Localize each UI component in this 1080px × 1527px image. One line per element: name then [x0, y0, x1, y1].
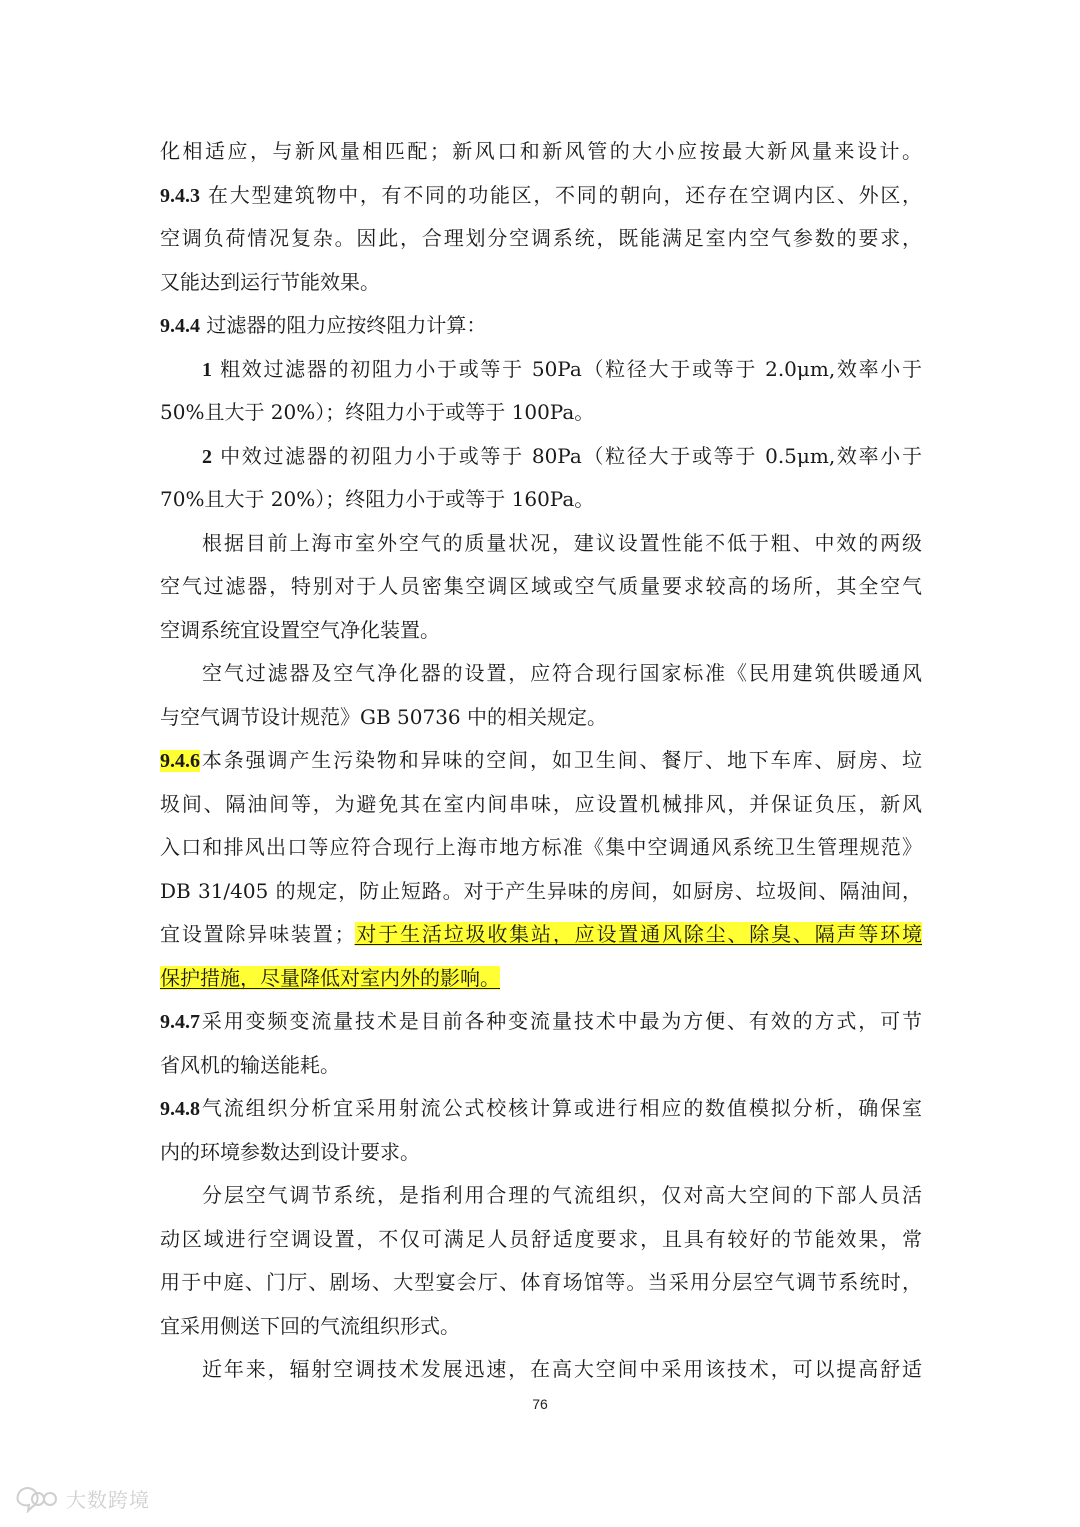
text-line: DB 31/405 的规定，防止短路。对于产生异味的房间，如厨房、垃圾间、隔油间，	[160, 878, 922, 903]
text-line: 化相适应，与新风量相匹配；新风口和新风管的大小应按最大新风量来设计。	[160, 139, 922, 163]
list-item-2: 2 中效过滤器的初阻力小于或等于 80Pa（粒径大于或等于 0.5μm,效率小于	[202, 443, 922, 468]
clause-9-4-4: 9.4.4 过滤器的阻力应按终阻力计算：	[160, 313, 487, 337]
paragraph-start: 近年来，辐射空调技术发展迅速，在高大空间中采用该技术，可以提高舒适	[202, 1357, 922, 1381]
clause-9-4-7: 9.4.7采用变频变流量技术是目前各种变流量技术中最为方便、有效的方式，可节	[160, 1009, 922, 1033]
clause-number: 9.4.7	[160, 1011, 200, 1033]
page-number: 76	[532, 1396, 548, 1412]
clause-number: 9.4.3	[160, 184, 200, 207]
text-line: 动区域进行空调设置，不仅可满足人员舒适度要求，且具有较好的节能效果，常	[160, 1226, 922, 1251]
paragraph-start: 分层空气调节系统，是指利用合理的气流组织，仅对高大空间的下部人员活	[202, 1183, 922, 1207]
text-line: 与空气调节设计规范》GB 50736 中的相关规定。	[160, 704, 608, 729]
text-line: 宜采用侧送下回的气流组织形式。	[160, 1313, 460, 1338]
item-number: 2	[202, 445, 212, 468]
paragraph-start: 空气过滤器及空气净化器的设置，应符合现行国家标准《民用建筑供暖通风	[202, 661, 922, 685]
text-line: 70%且大于 20%）；终阻力小于或等于 160Pa。	[160, 487, 595, 511]
text-line: 用于中庭、门厅、剧场、大型宴会厅、体育场馆等。当采用分层空气调节系统时，	[160, 1270, 922, 1294]
clause-9-4-3: 9.4.3 在大型建筑物中，有不同的功能区，不同的朝向，还存在空调内区、外区，	[160, 182, 922, 207]
list-item-1: 1 粗效过滤器的初阻力小于或等于 50Pa（粒径大于或等于 2.0μm,效率小于	[202, 356, 922, 381]
clause-9-4-6: 9.4.6本条强调产生污染物和异味的空间，如卫生间、餐厅、地下车库、厨房、垃	[160, 748, 922, 772]
text-line: 圾间、隔油间等，为避免其在室内间串味，应设置机械排风，并保证负压，新风	[160, 791, 922, 816]
clause-number: 9.4.8	[160, 1098, 200, 1120]
text-line	[160, 957, 922, 1001]
clause-number: 9.4.4	[160, 315, 200, 337]
paragraph-start: 根据目前上海市室外空气的质量状况，建议设置性能不低于粗、中效的两级	[202, 530, 922, 555]
text-line: 又能达到运行节能效果。	[160, 269, 380, 294]
text-line: 内的环境参数达到设计要求。	[160, 1139, 420, 1164]
text-line: 空气过滤器，特别对于人员密集空调区域或空气质量要求较高的场所，其全空气	[160, 574, 922, 598]
text-line: 入口和排风出口等应符合现行上海市地方标准《集中空调通风系统卫生管理规范》	[160, 835, 922, 859]
item-number: 1	[202, 358, 212, 381]
text-line: 空调系统宜设置空气净化装置。	[160, 617, 440, 642]
highlighted-clause-number: 9.4.6	[160, 750, 200, 772]
text-line: 空调负荷情况复杂。因此，合理划分空调系统，既能满足室内空气参数的要求，	[160, 226, 922, 250]
watermark-logo-icon	[12, 1485, 60, 1513]
highlighted-text: 对于生活垃圾收集站，应设置通风除尘、除臭、隔声等环境	[354, 922, 922, 946]
text-line: 50%且大于 20%）；终阻力小于或等于 100Pa。	[160, 400, 595, 424]
text-line: 省风机的输送能耗。	[160, 1052, 340, 1077]
highlighted-text: 保护措施，尽量降低对室内外的影响。	[160, 965, 500, 990]
watermark-text: 大数跨境	[66, 1488, 150, 1512]
watermark	[12, 1484, 150, 1513]
text-line: 宜设置除异味装置；对于生活垃圾收集站，应设置通风除尘、除臭、隔声等环境	[160, 922, 922, 946]
body-text	[160, 130, 922, 1392]
clause-9-4-8: 9.4.8气流组织分析宜采用射流公式校核计算或进行相应的数值模拟分析，确保室	[160, 1096, 922, 1120]
